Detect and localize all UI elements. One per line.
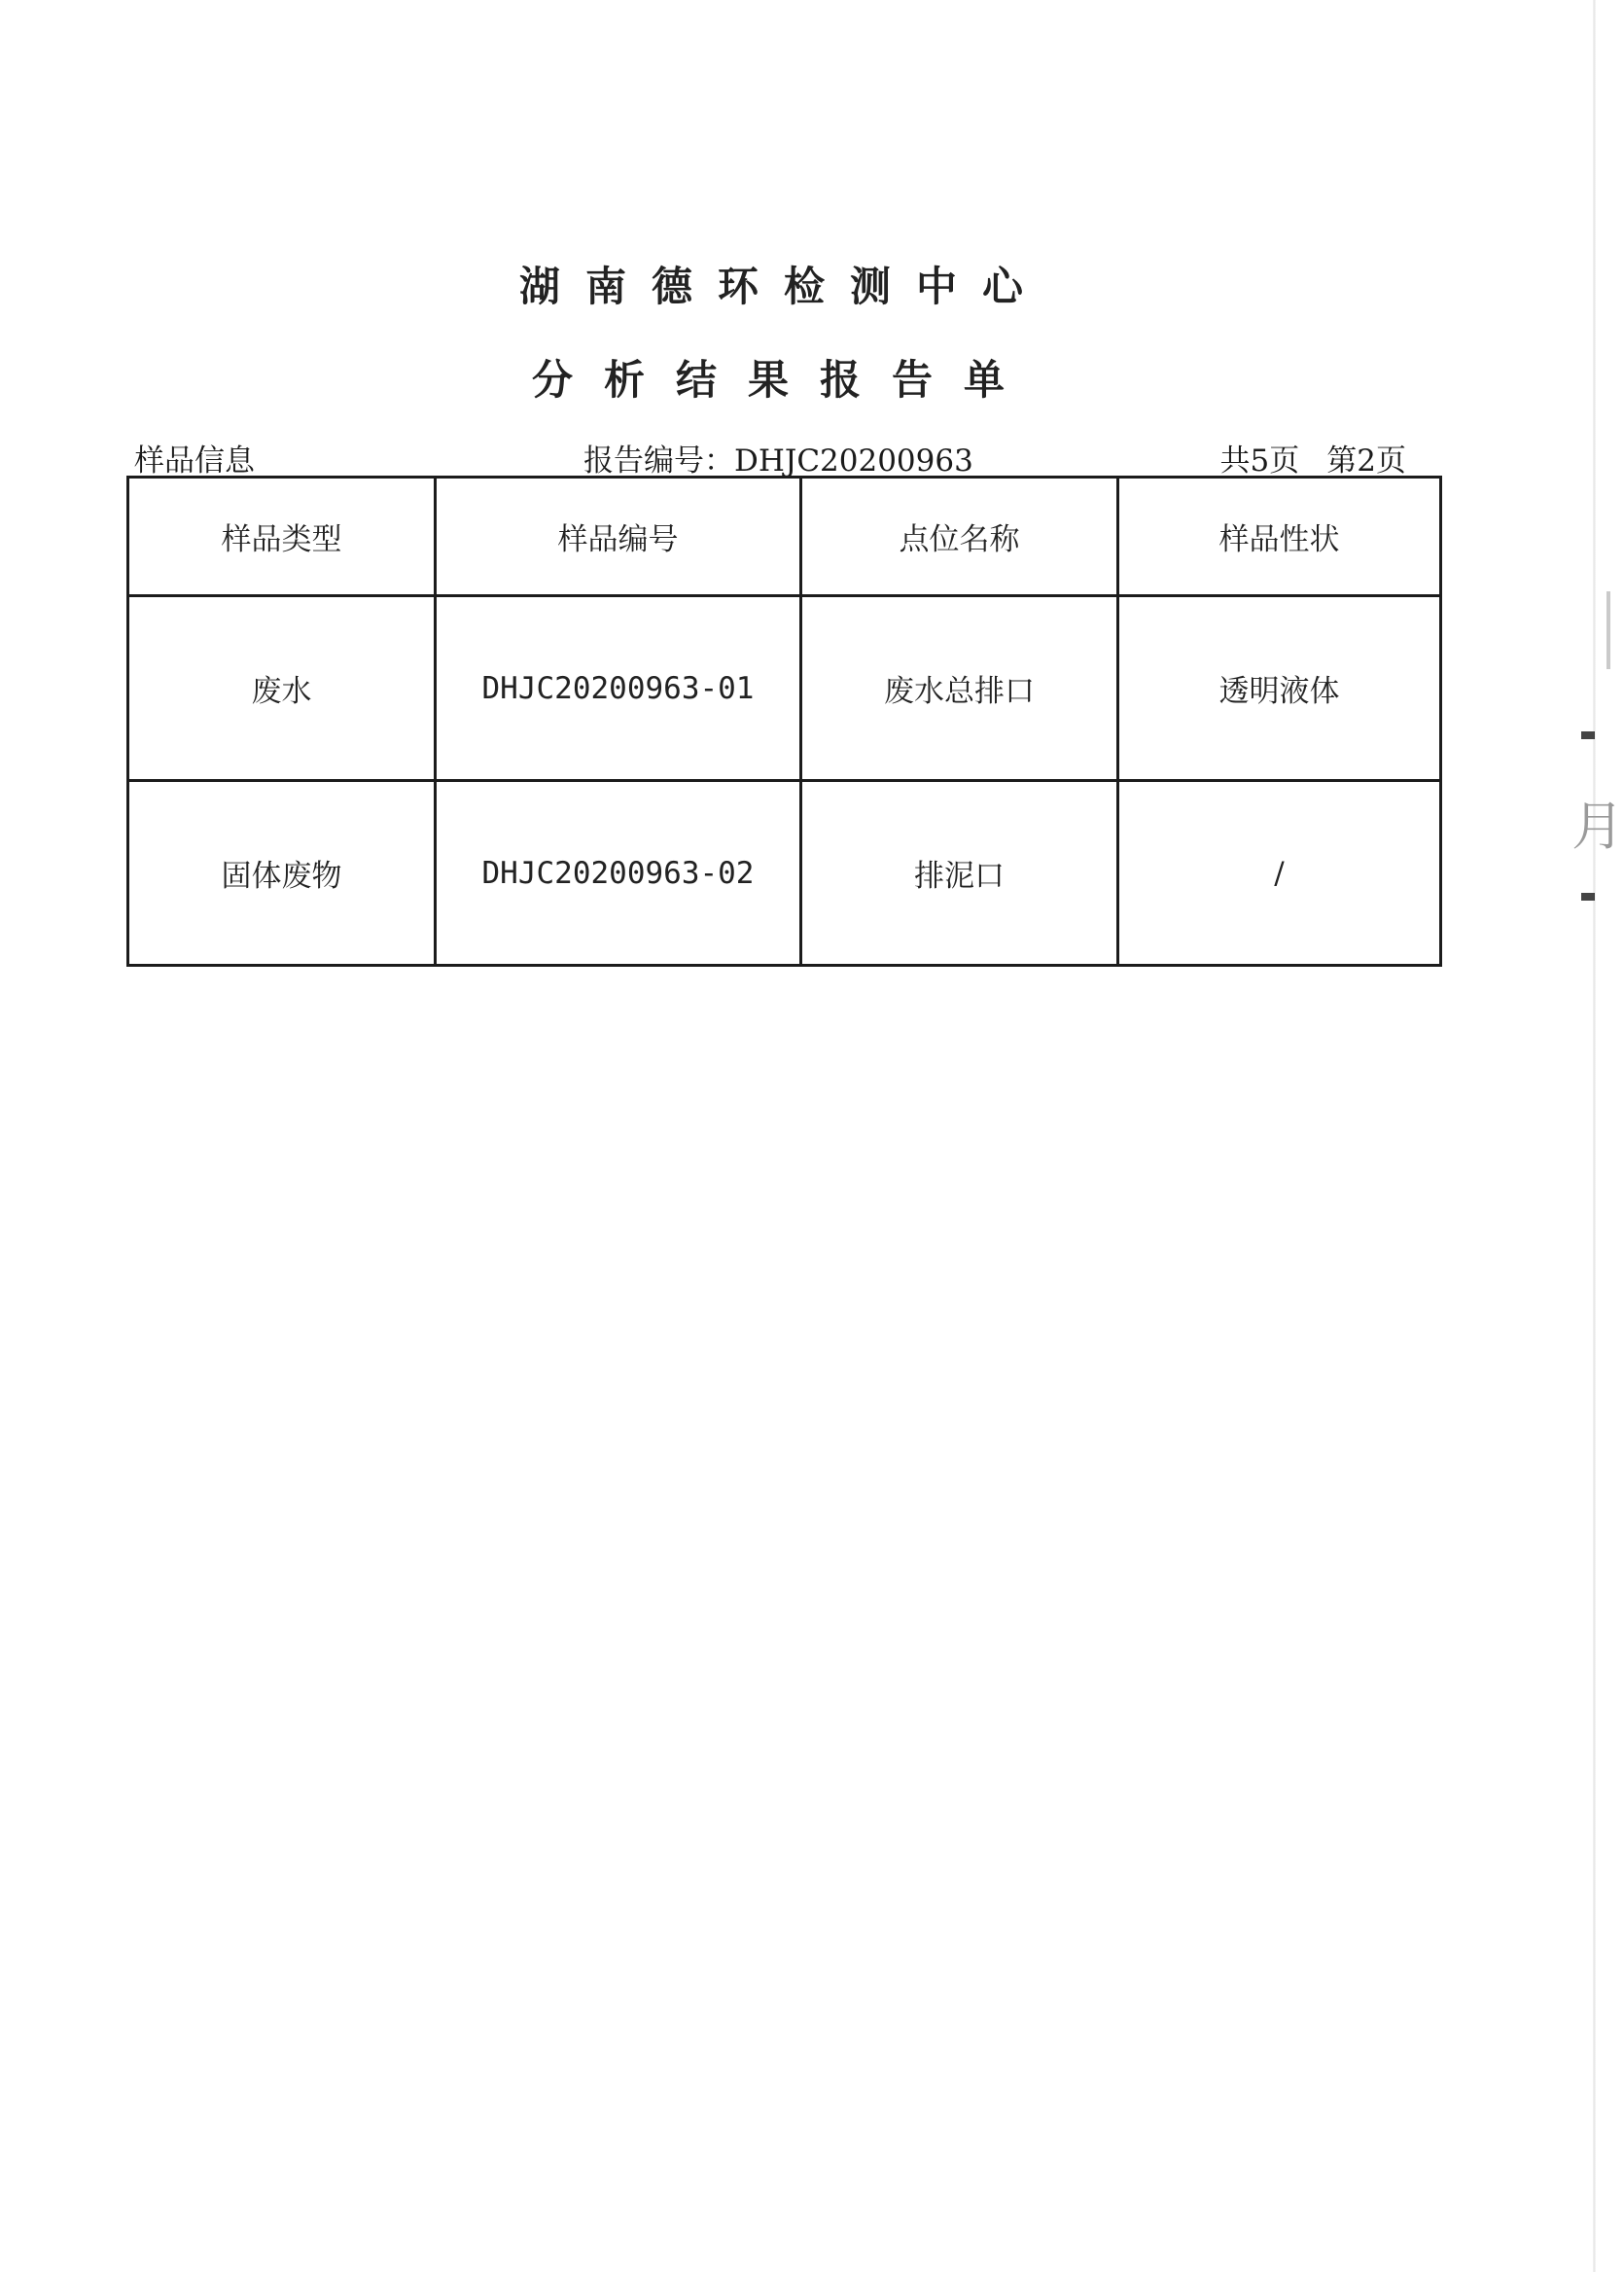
table-header-row: [128, 478, 1441, 596]
organization-title: 湖南德环检测中心: [518, 263, 1048, 310]
table-row: [128, 596, 1441, 781]
cell-sample-id: DHJC20200963-01: [436, 596, 801, 781]
seal-fragment: [1581, 893, 1595, 901]
header-sample-appearance: 样品性状: [1118, 478, 1441, 596]
document-title: 分析结果报告单: [531, 356, 1036, 404]
seal-fragment: [1568, 591, 1610, 669]
header-sample-type: 样品类型: [128, 478, 436, 596]
seal-fragment: [1581, 731, 1595, 739]
table-row: [128, 781, 1441, 966]
page-edge-shadow: [1593, 0, 1596, 2272]
current-page: 第2页: [1326, 444, 1406, 479]
info-bar: [134, 436, 1406, 479]
total-pages: 共5页: [1219, 444, 1300, 479]
cell-sample-appearance: 透明液体: [1118, 596, 1441, 781]
cell-site-name: 排泥口: [801, 781, 1118, 966]
cell-sample-id: DHJC20200963-02: [436, 781, 801, 966]
page-indicator: [1193, 436, 1406, 479]
header-site-name: 点位名称: [801, 478, 1118, 596]
cell-sample-type: 固体废物: [128, 781, 436, 966]
seal-fragment-char: 月: [1571, 796, 1624, 857]
cell-sample-appearance: /: [1118, 781, 1441, 966]
sample-info-table: [126, 476, 1442, 967]
report-number: 报告编号：DHJC20200963: [583, 444, 973, 479]
section-label: 样品信息: [134, 444, 255, 479]
cell-site-name: 废水总排口: [801, 596, 1118, 781]
cell-sample-type: 废水: [128, 596, 436, 781]
header-sample-id: 样品编号: [436, 478, 801, 596]
